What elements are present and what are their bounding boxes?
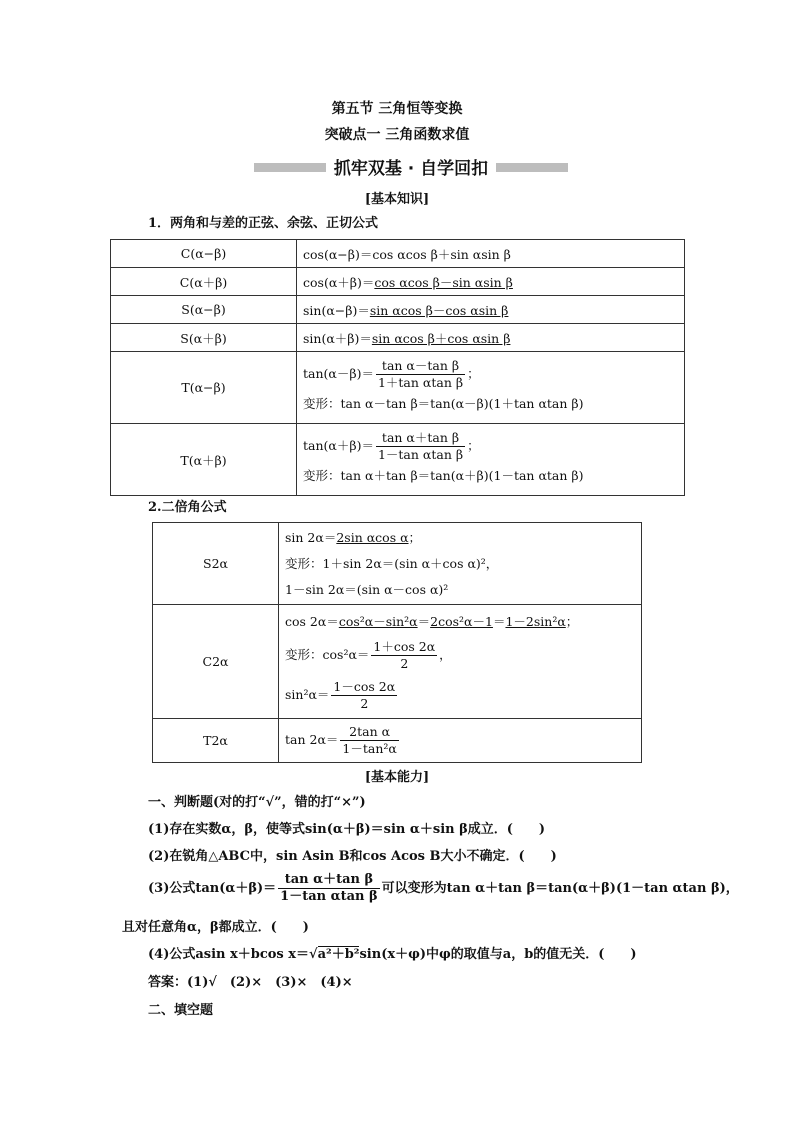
fraction [278, 872, 380, 905]
numerator: 1＋cos 2α [373, 638, 436, 654]
formula-text: sin(α−β)＝ [303, 302, 370, 318]
table-row [111, 240, 685, 268]
formula-label: C(α−β) [111, 240, 297, 268]
formula-variant: 变形：1＋sin 2α＝(sin α＋cos α)²， [285, 555, 499, 571]
formula-tail: ； [467, 438, 480, 453]
equals: ＝ [492, 613, 506, 629]
formula-text: sin 2α＝ [285, 529, 337, 545]
formula-cell [297, 296, 685, 324]
formula-cell [279, 719, 642, 763]
radicand: a²＋b² [317, 947, 360, 962]
formula-variant: 变形：tan α＋tan β＝tan(α＋β)(1－tan αtan β) [303, 468, 584, 483]
question-text: (3)公式tan(α＋β)＝ [148, 881, 277, 896]
judge-heading: 一、判断题(对的打“√”，错的打“×”) [148, 795, 366, 810]
sub-title: 突破点一 三角函数求值 [324, 127, 470, 143]
formula-tail: ； [408, 529, 422, 545]
formula-label: S(α−β) [111, 296, 297, 324]
answer-line: 答案：(1)√ (2)× (3)× (4)× [148, 975, 353, 990]
question-3-line2: 且对任意角α，β都成立．( ) [122, 920, 309, 935]
fraction [371, 639, 437, 672]
formula-answer: sin αcos β－cos αsin β [369, 302, 509, 318]
formula-label: C2α [153, 605, 279, 719]
question-2: (2)在锐角△ABC中，sin Asin B和cos Acos B大小不确定．( ) [148, 849, 557, 864]
formula-variant: 1－sin 2α＝(sin α－cos α)² [285, 581, 449, 597]
formula-tail: ， [439, 646, 452, 662]
denominator: 1－tan αtan β [377, 447, 464, 462]
formula-text: sin²α＝ [285, 686, 330, 702]
question-text: sin(x＋φ)中φ的取值与a，b的值无关．( ) [359, 947, 637, 962]
formula-tail: ； [565, 613, 579, 629]
table-row [111, 352, 685, 424]
denominator: 1－tan²α [342, 741, 397, 756]
formula-cell [297, 352, 685, 424]
formula-cell [297, 268, 685, 296]
formula-tail: ； [467, 366, 480, 381]
formula-label: S(α＋β) [111, 324, 297, 352]
formula-answer: cos αcos β－sin αsin β [374, 274, 513, 290]
question-1: (1)存在实数α，β，使等式sin(α＋β)＝sin α＋sin β成立．( ) [148, 822, 546, 837]
table-row [153, 523, 642, 605]
double-angle-table [152, 522, 642, 763]
table-row [153, 605, 642, 719]
formula-text: tan 2α＝ [285, 732, 339, 747]
formula-text: 变形：cos²α＝ [285, 646, 370, 662]
numerator: tan α＋tan β [376, 430, 465, 447]
table-row [153, 719, 642, 763]
formula-answer: 2sin αcos α [336, 529, 409, 545]
basic-knowledge-label: [基本知识] [364, 192, 430, 207]
formula-text: cos(α−β)＝cos αcos β＋sin αsin β [303, 246, 511, 262]
question-4 [148, 943, 637, 962]
section-title: 第五节 三角恒等变换 [331, 101, 463, 117]
fill-heading: 二、填空题 [148, 1003, 214, 1018]
formula-text: sin(α＋β)＝ [303, 330, 372, 346]
sqrt-sign: √ [309, 947, 318, 962]
numerator: tan α－tan β [376, 358, 465, 375]
numerator: 2tan α [340, 724, 398, 741]
numerator: 1－cos 2α [333, 678, 396, 694]
numerator: tan α＋tan β [278, 872, 380, 889]
formula-answer: 2cos²α－1 [430, 613, 493, 629]
formula-cell [297, 424, 685, 496]
question-text: 可以变形为tan α＋tan β＝tan(α＋β)(1－tan αtan β)， [381, 881, 739, 896]
denominator: 2 [360, 695, 369, 711]
sec1-heading: 1．两角和与差的正弦、余弦、正切公式 [148, 216, 379, 231]
formula-text: tan(α－β)＝ [303, 366, 374, 381]
formula-cell [279, 523, 642, 605]
formula-text: cos 2α＝ [285, 613, 339, 629]
formula-cell [297, 240, 685, 268]
fraction [376, 358, 465, 391]
formula-cell [297, 324, 685, 352]
fraction [340, 724, 398, 757]
question-text: (4)公式asin x＋bcos x＝ [148, 947, 310, 962]
denominator: 2 [400, 655, 409, 671]
table-row [111, 424, 685, 496]
table-row [111, 324, 685, 352]
fraction [331, 679, 397, 712]
denominator: 1－tan αtan β [280, 889, 378, 904]
fraction [376, 430, 465, 463]
basic-ability-label: [基本能力] [364, 770, 430, 785]
formula-label: S2α [153, 523, 279, 605]
table-row [111, 296, 685, 324]
table-row [111, 268, 685, 296]
formula-answer: cos²α－sin²α [338, 613, 418, 629]
formula-text: cos(α＋β)＝ [303, 274, 375, 290]
formula-variant: 变形：tan α－tan β＝tan(α－β)(1＋tan αtan β) [303, 396, 584, 411]
banner-text: 抓牢双基 · 自学回扣 [326, 154, 496, 179]
banner [254, 156, 568, 178]
sum-diff-formula-table [110, 239, 685, 496]
formula-label: T(α−β) [111, 352, 297, 424]
sec2-heading: 2.二倍角公式 [148, 500, 227, 515]
formula-label: C(α＋β) [111, 268, 297, 296]
formula-label: T(α＋β) [111, 424, 297, 496]
formula-answer: sin αcos β＋cos αsin β [371, 330, 511, 346]
formula-cell [279, 605, 642, 719]
denominator: 1＋tan αtan β [377, 375, 464, 390]
formula-answer: 1－2sin²α [505, 613, 566, 629]
equals: ＝ [417, 613, 431, 629]
formula-text: tan(α＋β)＝ [303, 438, 374, 453]
formula-label: T2α [153, 719, 279, 763]
question-3 [148, 872, 739, 905]
